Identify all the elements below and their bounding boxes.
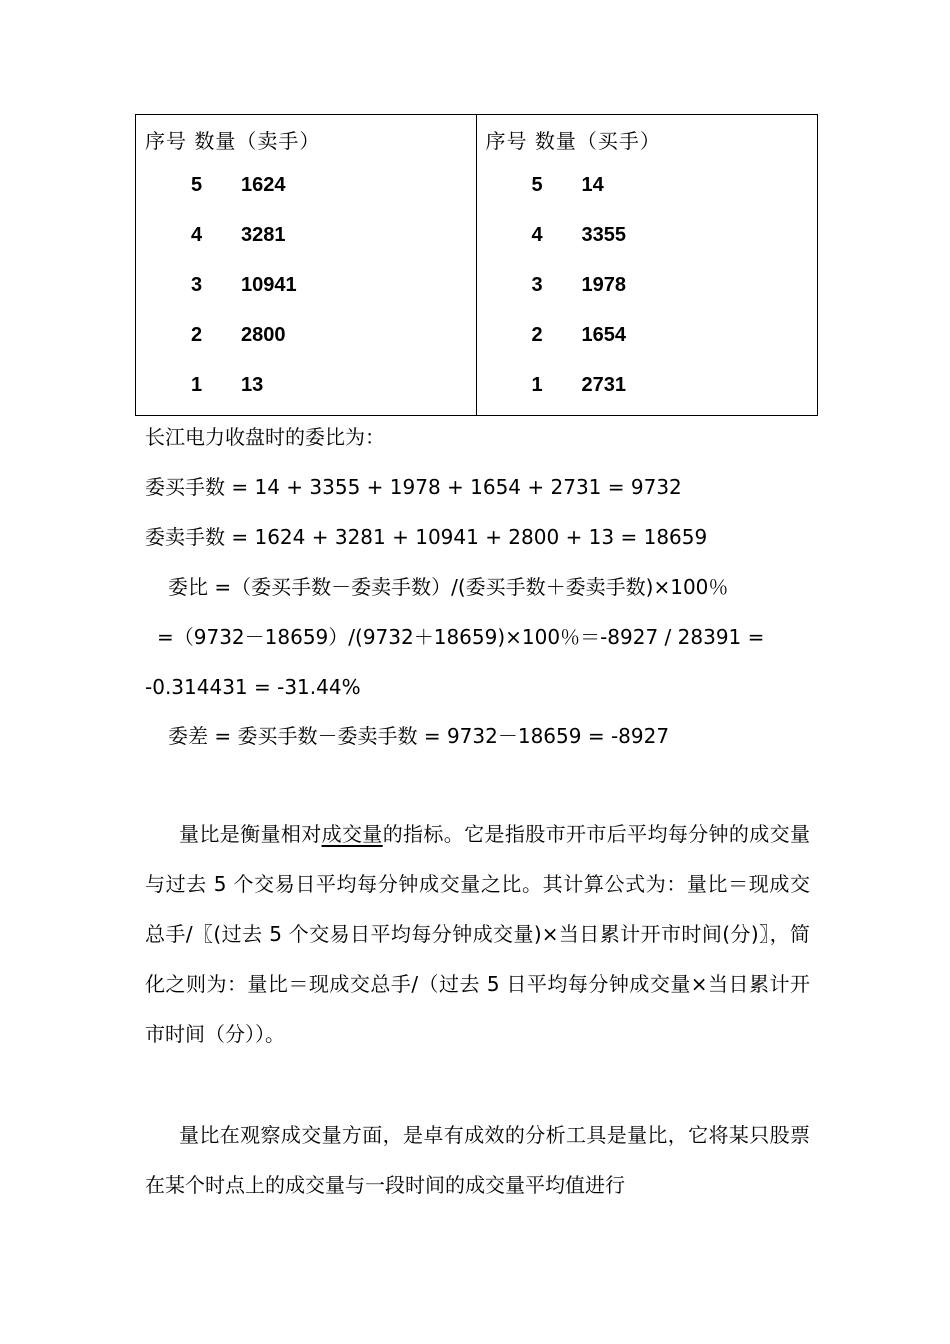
seq-cell: 2 bbox=[191, 324, 203, 346]
qty-cell: 3281 bbox=[241, 224, 286, 246]
ratio-formula-line: 委比 =（委买手数－委卖手数）/(委买手数＋委卖手数)×100％ bbox=[168, 575, 729, 599]
seq-cell: 4 bbox=[531, 224, 543, 246]
qty-cell: 1654 bbox=[581, 324, 626, 346]
seq-cell: 4 bbox=[191, 224, 203, 246]
table-row bbox=[477, 324, 818, 354]
paragraph-volume-ratio-analysis: 量比在观察成交量方面，是卓有成效的分析工具是量比，它将某只股票在某个时点上的成交量与一段时间的成交量平均值进行 bbox=[145, 1123, 810, 1197]
table-row bbox=[477, 174, 818, 204]
table-row bbox=[477, 224, 818, 254]
table-row bbox=[477, 274, 818, 304]
sell-column bbox=[136, 115, 476, 415]
qty-cell: 1978 bbox=[581, 274, 626, 296]
sell-column-header: 序号 数量（卖手） bbox=[145, 129, 321, 153]
paragraph-text: 量比是衡量相对 bbox=[179, 822, 322, 846]
seq-cell: 3 bbox=[191, 274, 203, 296]
qty-cell: 2731 bbox=[581, 374, 626, 396]
paragraph-text: 的指标。它是指股市开市后平均每分钟的成交量与过去 5 个交易日平均每分钟成交量之比。其计算公式为：量比＝现成交总手/〖(过去 5 个交易日平均每分钟成交量)×当日累计开市时间(分)〗，简化之则为：量比＝现成交总手/（过去 5 日平均每分钟成交量×当日累计开市时间（分））。 bbox=[145, 822, 811, 1046]
order-book-table bbox=[135, 114, 818, 416]
ratio-values-line: =（9732－18659）/(9732＋18659)×100％＝-8927 / 28391 = bbox=[157, 625, 765, 649]
diff-line: 委差 = 委买手数－委卖手数 = 9732－18659 = -8927 bbox=[168, 724, 670, 748]
qty-cell: 1624 bbox=[241, 174, 286, 196]
seq-cell: 1 bbox=[531, 374, 543, 396]
ratio-result-line: -0.314431 = -31.44% bbox=[145, 675, 361, 699]
calc-intro: 长江电力收盘时的委比为： bbox=[145, 425, 385, 449]
seq-cell: 1 bbox=[191, 374, 203, 396]
seq-cell: 5 bbox=[191, 174, 203, 196]
qty-cell: 2800 bbox=[241, 324, 286, 346]
table-row bbox=[477, 374, 818, 404]
sell-sum-line: 委卖手数 = 1624 + 3281 + 10941 + 2800 + 13 = 18659 bbox=[145, 525, 708, 549]
seq-cell: 2 bbox=[531, 324, 543, 346]
table-row bbox=[136, 174, 476, 204]
table-row bbox=[136, 324, 476, 354]
table-row bbox=[136, 274, 476, 304]
table-row bbox=[136, 374, 476, 404]
paragraph-volume-ratio bbox=[145, 809, 810, 1059]
qty-cell: 13 bbox=[241, 374, 264, 396]
seq-cell: 3 bbox=[531, 274, 543, 296]
seq-cell: 5 bbox=[531, 174, 543, 196]
qty-cell: 14 bbox=[581, 174, 604, 196]
buy-column-header: 序号 数量（买手） bbox=[485, 129, 661, 153]
buy-sum-line: 委买手数 = 14 + 3355 + 1978 + 1654 + 2731 = 9732 bbox=[145, 475, 682, 499]
qty-cell: 10941 bbox=[241, 274, 297, 296]
qty-cell: 3355 bbox=[581, 224, 626, 246]
table-row bbox=[136, 224, 476, 254]
buy-column bbox=[476, 115, 818, 415]
volume-link[interactable]: 成交量 bbox=[321, 822, 383, 846]
